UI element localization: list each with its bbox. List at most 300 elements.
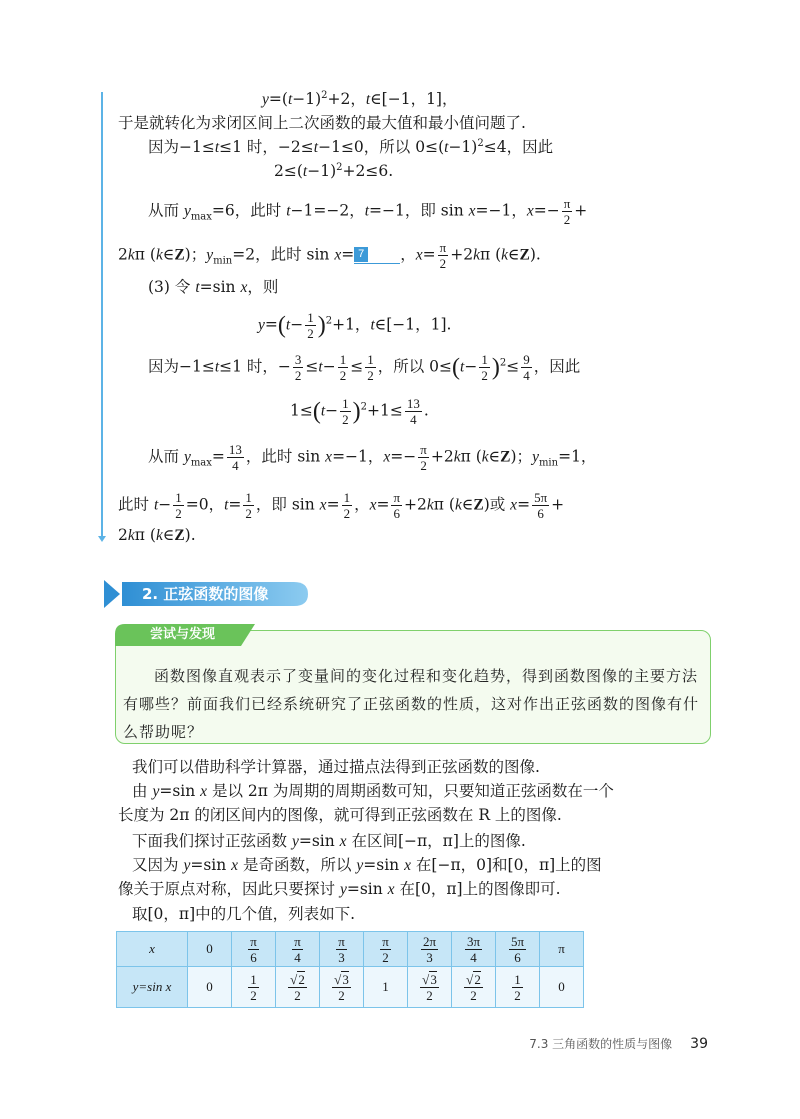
numerator: π	[338, 933, 345, 949]
text: t	[364, 202, 370, 220]
text: max	[190, 211, 212, 223]
text: 2	[477, 137, 484, 149]
text: ，	[400, 245, 416, 264]
text: =	[517, 495, 531, 514]
text: t	[286, 202, 291, 220]
text: −1)	[307, 162, 337, 180]
body-line-1: 我们可以借助科学计算器，通过描点法得到正弦函数的图像.	[132, 758, 540, 776]
text: t	[287, 91, 293, 108]
numerator: 1	[481, 352, 488, 367]
fraction	[562, 196, 573, 227]
table-cell	[496, 932, 540, 967]
text: x	[404, 857, 411, 874]
radicand: 3	[342, 971, 349, 987]
radicand: 2	[298, 971, 305, 987]
fraction	[173, 490, 184, 521]
numerator: 9	[523, 352, 530, 367]
fraction	[532, 490, 549, 521]
table-cell: π	[540, 932, 584, 967]
try-text-line-2: 有哪些？前面我们已经系统研究了正弦函数的性质，这对作出正弦函数的图像有什	[123, 695, 700, 713]
text: t	[214, 139, 220, 156]
sqrt-sign: √	[422, 971, 430, 987]
text: min	[538, 457, 559, 469]
text: .	[423, 401, 429, 420]
fraction	[227, 442, 244, 473]
text: −1=−2，	[290, 201, 365, 220]
text: 是以 2π 为周期的周期函数可知，只要知道正弦函数在一个	[207, 782, 614, 800]
text: =	[264, 315, 278, 334]
fraction	[338, 352, 349, 383]
denominator: 2	[380, 949, 391, 965]
fraction	[332, 972, 351, 1003]
text: ∈[−1，1].	[374, 315, 452, 334]
table-cell: 0	[188, 967, 232, 1008]
text: x	[383, 448, 391, 466]
text: −	[464, 357, 478, 376]
text: k	[155, 246, 163, 264]
fraction	[479, 352, 490, 383]
text: 2	[325, 315, 333, 327]
body-line-2	[132, 780, 614, 803]
numerator: 1	[342, 396, 349, 411]
fraction	[248, 934, 259, 965]
text: +1，	[332, 315, 371, 334]
text: )或	[483, 495, 511, 514]
text: Z	[500, 448, 511, 466]
text: k	[481, 448, 489, 466]
denominator: 4	[465, 949, 482, 965]
denominator: 2	[514, 987, 521, 1003]
fraction	[509, 934, 526, 965]
numerator: 13	[406, 396, 420, 411]
text: y	[183, 448, 191, 466]
denominator: 2	[367, 368, 374, 383]
solution-line-5	[148, 196, 587, 227]
denominator: 6	[248, 949, 259, 965]
text: ∈	[461, 495, 474, 514]
numerator: 5π	[534, 490, 548, 505]
table-cell	[320, 967, 364, 1008]
body-line-5	[132, 854, 602, 877]
text: Z	[473, 496, 484, 514]
numerator: π	[393, 490, 401, 505]
text: max	[190, 457, 212, 469]
text: t	[153, 496, 159, 514]
denominator: 3	[421, 949, 438, 965]
numerator	[420, 972, 439, 987]
fraction	[438, 240, 449, 271]
text: 2	[360, 401, 368, 413]
text: y	[183, 202, 191, 220]
denominator: 4	[523, 368, 530, 383]
text: π (	[479, 245, 502, 264]
solution-line-10	[290, 396, 429, 427]
text: t	[285, 316, 291, 334]
text: π (	[134, 245, 156, 264]
text: 1≤	[290, 401, 313, 420]
text: ∈	[488, 447, 501, 466]
text: 从而	[148, 447, 184, 466]
text: 2	[499, 357, 507, 369]
text: π (	[460, 447, 482, 466]
text: +2	[404, 495, 427, 514]
table-header-x: x	[117, 932, 188, 967]
denominator: 4	[292, 949, 303, 965]
paren: )	[317, 312, 326, 339]
solution-line-13	[118, 524, 196, 547]
text: +1≤	[367, 401, 403, 420]
solution-line-7	[148, 276, 278, 299]
fraction	[464, 972, 483, 1003]
text: x	[369, 496, 377, 514]
denominator: 2	[294, 368, 302, 383]
text: ≤	[350, 357, 364, 376]
fraction	[292, 934, 303, 965]
denominator: 6	[532, 505, 549, 521]
body-line-6	[118, 878, 561, 901]
text: t	[444, 139, 449, 156]
radicand: 3	[430, 971, 437, 987]
text: =2，此时 sin	[232, 245, 335, 264]
text: ∈	[162, 526, 175, 544]
fraction	[342, 490, 353, 521]
text: k	[501, 246, 509, 264]
text: =sin	[199, 278, 241, 296]
text: =	[376, 495, 390, 514]
numerator: 1	[514, 971, 521, 987]
denominator: 2	[250, 987, 257, 1003]
text: 此时	[118, 495, 154, 514]
text: −1)	[448, 138, 478, 156]
text: ≤	[305, 357, 319, 376]
try-and-discover-title: 尝试与发现	[150, 627, 216, 642]
sqrt-sign: √	[334, 971, 342, 987]
table-cell	[408, 967, 452, 1008]
text: 在[0，π]上的图像即可.	[394, 880, 561, 898]
table-row-x	[117, 932, 584, 967]
fraction	[340, 396, 351, 427]
text: Z	[174, 246, 185, 264]
text: x	[319, 496, 327, 514]
text: k	[426, 496, 434, 514]
text: ，则	[247, 278, 279, 296]
text: 下面我们探讨正弦函数	[132, 832, 292, 850]
table-row-sin	[117, 967, 584, 1008]
fill-in-blank[interactable]	[354, 247, 400, 264]
text: k	[454, 496, 462, 514]
text: t	[318, 358, 323, 376]
numerator	[464, 972, 483, 987]
section-title: 2. 正弦函数的图像	[142, 585, 269, 603]
text: min	[213, 255, 233, 267]
text: =sin	[298, 832, 340, 850]
text: −	[158, 495, 172, 514]
text: t	[460, 358, 465, 376]
text: ≤	[506, 357, 520, 376]
text: ，因此	[533, 357, 581, 376]
text: 2≤(	[274, 162, 303, 180]
numerator: 1	[367, 352, 374, 367]
text: ∈[−1，1]，	[370, 90, 458, 108]
text: x	[231, 857, 239, 874]
text: −1≤0，所以 0≤(	[318, 138, 445, 156]
denominator: 3	[336, 949, 347, 965]
text: 2	[118, 526, 128, 544]
text: t	[224, 496, 229, 514]
text: ).	[184, 526, 196, 544]
denominator: 2	[562, 211, 573, 227]
denominator: 4	[227, 457, 244, 473]
numerator: π	[439, 240, 447, 255]
text: 在区间[−π，π]上的图像.	[346, 832, 526, 850]
text: =−1，	[475, 201, 527, 220]
text: =6，此时	[211, 201, 287, 220]
text: t	[365, 91, 371, 108]
text: x	[325, 448, 333, 466]
fraction	[243, 490, 254, 521]
denominator: 2	[339, 368, 347, 383]
text: x	[415, 246, 423, 264]
numerator	[332, 972, 351, 987]
numerator: π	[250, 933, 257, 949]
text: 因为−1≤	[148, 138, 215, 156]
text: )；	[184, 245, 207, 264]
text: =sin	[363, 856, 405, 874]
paren: (	[277, 312, 286, 339]
numerator: 2π	[422, 933, 437, 949]
text: =	[326, 495, 340, 514]
text: +	[551, 495, 565, 514]
body-line-4	[132, 830, 526, 853]
text: −	[322, 357, 336, 376]
try-and-discover-text	[123, 662, 703, 746]
text: 是奇函数，所以	[238, 856, 357, 874]
denominator: 2	[464, 987, 483, 1003]
solution-line-4	[274, 160, 393, 183]
fraction	[380, 934, 391, 965]
text: =sin	[159, 782, 201, 800]
text: x	[240, 279, 248, 296]
denominator: 2	[420, 987, 439, 1003]
text: π (	[134, 526, 156, 544]
sqrt-sign: √	[290, 971, 298, 987]
fraction	[421, 934, 438, 965]
denominator: 2	[438, 255, 449, 271]
text: 因为−1≤	[148, 357, 215, 376]
fraction	[521, 352, 532, 383]
text: 2	[336, 161, 343, 173]
paren: (	[452, 354, 461, 381]
denominator: 2	[245, 506, 252, 521]
table-cell: 1	[364, 967, 408, 1008]
solution-line-12	[118, 490, 564, 521]
solution-line-9	[148, 352, 580, 383]
text: 像关于原点对称，因此只要探讨	[118, 880, 340, 898]
fraction	[405, 396, 422, 427]
fraction	[420, 972, 439, 1003]
solution-line-11	[148, 442, 596, 473]
try-text-line-1: 函数图像直观表示了变量间的变化过程和变化趋势，得到函数图像的主要方法	[154, 667, 699, 685]
solution-side-rule	[101, 92, 103, 540]
body-line-7: 取[0，π]中的几个值，列表如下.	[132, 905, 356, 923]
text: =1，	[558, 447, 597, 466]
numerator: 5π	[510, 933, 525, 949]
paren: )	[491, 354, 500, 381]
paren: (	[312, 398, 321, 425]
text: ，所以 0≤	[377, 357, 453, 376]
numerator: 1	[343, 490, 351, 505]
fraction	[365, 352, 376, 383]
text: =	[211, 447, 225, 466]
text: k	[155, 527, 163, 544]
fraction	[391, 490, 402, 521]
text: k	[127, 246, 135, 264]
text: =−1，即 sin	[369, 201, 469, 220]
solution-line-3	[148, 136, 553, 159]
denominator: 2	[343, 506, 351, 521]
text: Z	[174, 527, 185, 544]
fraction	[418, 442, 429, 473]
numerator: 1	[339, 352, 347, 367]
text: =sin	[190, 856, 232, 874]
text: y	[262, 91, 269, 108]
fraction	[336, 934, 347, 965]
table-cell: 0	[188, 932, 232, 967]
text: ≤4，因此	[483, 138, 554, 156]
text: ∈	[162, 245, 175, 264]
sqrt-sign: √	[466, 971, 474, 987]
text: t	[195, 279, 200, 296]
text: y	[291, 833, 299, 850]
text: k	[453, 448, 461, 466]
text: +2，	[327, 90, 366, 108]
text: =−1，	[332, 447, 384, 466]
body-line-3: 长度为 2π 的闭区间内的图像，就可得到正弦函数在 R 上的图像.	[118, 806, 562, 824]
text: +2	[430, 447, 454, 466]
table-cell	[232, 967, 276, 1008]
denominator: 6	[509, 949, 526, 965]
text: x	[387, 881, 395, 898]
text: π (	[433, 495, 455, 514]
table-cell	[276, 967, 320, 1008]
table-cell	[276, 932, 320, 967]
text: 又因为	[132, 856, 184, 874]
numerator: 1	[307, 310, 314, 325]
text: y	[356, 857, 364, 874]
text: x	[334, 246, 342, 264]
denominator: 2	[418, 457, 429, 473]
numerator: 1	[245, 490, 252, 505]
fraction	[512, 972, 523, 1003]
denominator: 2	[175, 506, 182, 521]
text: =sin	[346, 880, 388, 898]
text: ，此时 sin	[245, 447, 326, 466]
denominator: 2	[481, 368, 488, 383]
text: =	[422, 245, 436, 264]
page-footer	[529, 1035, 708, 1052]
fraction	[288, 972, 307, 1003]
text: =(	[268, 90, 288, 108]
denominator: 6	[391, 505, 402, 521]
denominator: 2	[288, 987, 307, 1003]
text: k	[127, 527, 135, 544]
text: y	[206, 246, 214, 264]
fraction	[248, 972, 259, 1003]
text: k	[473, 246, 480, 264]
text: x	[339, 833, 347, 850]
text: ≤1 时，−2≤	[219, 138, 314, 156]
fraction	[293, 352, 304, 383]
fraction	[465, 934, 482, 965]
text: =−	[533, 201, 560, 220]
text: 从而	[148, 201, 184, 220]
table-cell	[232, 932, 276, 967]
table-header-sin: y=sin x	[117, 967, 188, 1008]
page-number: 39	[690, 1036, 708, 1052]
text: +	[574, 201, 588, 220]
table-cell	[452, 932, 496, 967]
numerator: π	[420, 442, 427, 457]
text: =	[341, 245, 355, 264]
radicand: 2	[474, 971, 481, 987]
text: y	[258, 316, 265, 334]
denominator: 2	[342, 412, 349, 427]
text: ∈	[508, 245, 520, 264]
try-text-line-3: 么帮助呢？	[123, 723, 204, 741]
text: x	[200, 783, 208, 800]
table-cell	[452, 967, 496, 1008]
text: =0，	[185, 495, 225, 514]
text: t	[302, 163, 308, 180]
paren: )	[352, 398, 361, 425]
numerator: 3π	[466, 933, 481, 949]
text: ，即 sin	[255, 495, 320, 514]
solution-line-6	[118, 240, 541, 271]
table-cell: 0	[540, 967, 584, 1008]
fraction	[305, 310, 316, 341]
text: y	[532, 448, 539, 466]
text: 由	[132, 782, 153, 800]
numerator: π	[563, 196, 571, 211]
numerator: π	[294, 933, 301, 949]
numerator: 1	[175, 490, 182, 505]
text: 在[−π，0]和[0，π]上的图	[410, 856, 602, 874]
text: y	[152, 783, 160, 800]
text: t	[320, 402, 326, 420]
text: x	[468, 202, 476, 220]
solution-line-1	[262, 88, 457, 111]
text: +2	[450, 245, 474, 264]
numerator	[288, 972, 307, 987]
text: −1)	[292, 90, 322, 108]
table-cell	[320, 932, 364, 967]
text: x	[510, 496, 518, 514]
text: y	[339, 881, 347, 898]
blank-number-badge: 7	[354, 247, 368, 262]
numerator: π	[382, 933, 389, 949]
numerator: 1	[250, 971, 257, 987]
text: t	[313, 139, 319, 156]
denominator: 4	[405, 411, 422, 427]
denominator: 2	[332, 987, 351, 1003]
text: +2≤6.	[342, 162, 394, 180]
text: Z	[519, 246, 530, 264]
text: y	[183, 857, 191, 874]
text: ≤1 时，−	[219, 357, 291, 376]
text: (3) 令	[148, 278, 196, 296]
table-cell	[496, 967, 540, 1008]
solution-line-2: 于是就转化为求闭区间上二次函数的最大值和最小值问题了.	[118, 114, 526, 132]
